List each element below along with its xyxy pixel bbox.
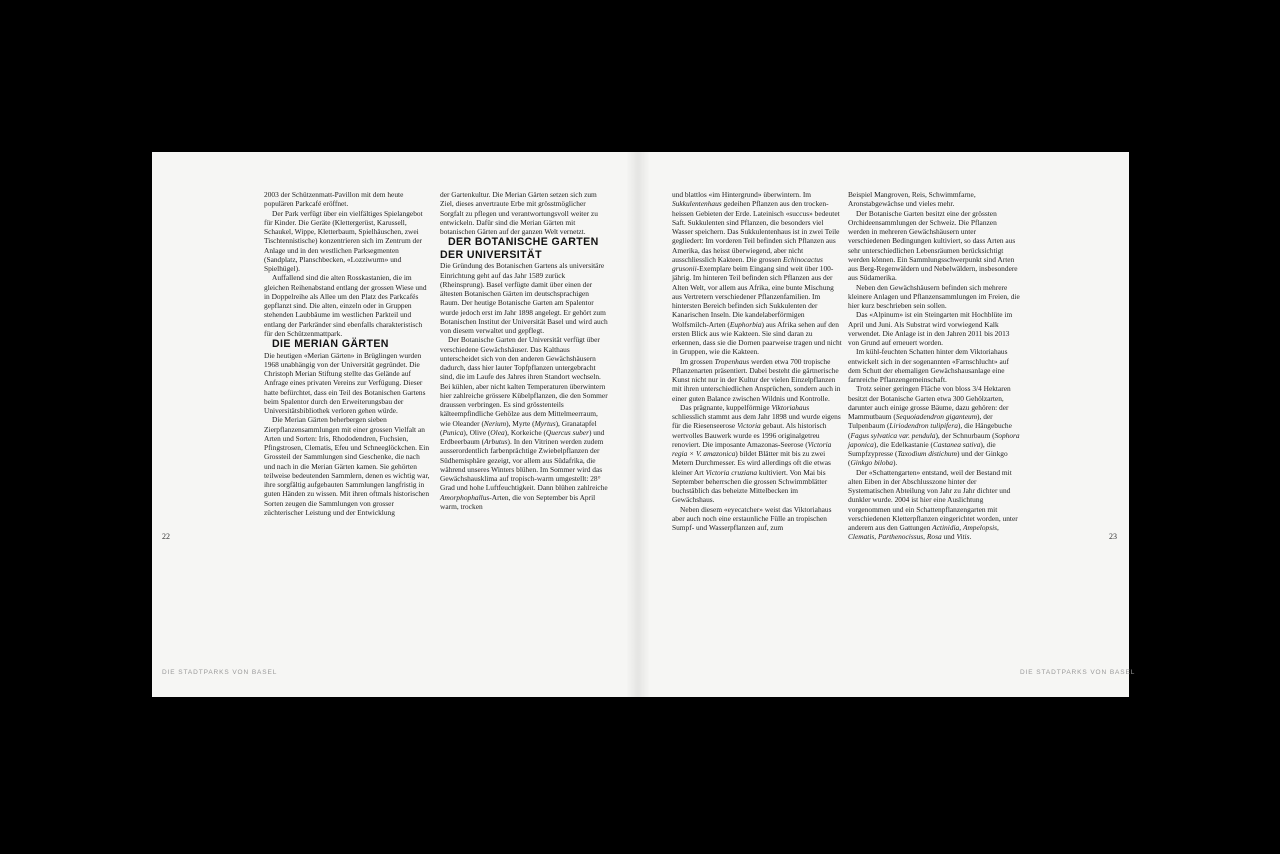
paragraph: Beispiel Mangroven, Reis, Schwimmfarne, Aronstabgewächse und vieles mehr.	[848, 190, 976, 209]
heading-merian-gaerten: DIE MERIAN GÄRTEN	[272, 338, 389, 350]
paragraph: Die Merian Gärten beherbergen sieben Zierpflanzensammlungen mit einer grossen Vielfalt an Arten und Sorten: Iris, Rhododendren, Fuchsien, Pfingstrosen, Clematis, Efeu und Schneeglöckchen. Ein Grossteil der Sammlungen sind Geschenke, die nach und nach in die Merian Gärten kamen. Sie gehörten teilweise bedeutenden Sammlern, denen es wichtig war, ihre sorgfältig aufgebauten Sammlungen langfristig in guten Händen zu wissen. Mit ihren oftmals historischen Sorten zeugen die Sammlungen von grosser züchterischer Leistung und der Entwicklung	[264, 415, 430, 517]
heading-botanischer-garten	[440, 236, 610, 261]
paragraph: Die heutigen «Merian Gärten» in Brüglingen wurden 1968 unabhängig von der Universität gegründet. Die Christoph Merian Stiftung stellte das Gelände auf Anfrage eines privaten Vereins zur Verfügung. Dieser hatte befürchtet, dass ein Teil des Botanischen Gartens beim Spalentor durch den Erweiterungsbau der Universitätsbibliothek verloren gehen würde.	[264, 350, 426, 415]
paragraph: Der «Schattengarten» entstand, weil der Bestand mit alten Eiben in der Abschlusszone hinter der Systematischen Abteilung von Jahr zu Jahr dichter und dunkler wurde. 2004 ist hier eine Auslichtung vorgenommen und ein Schattenpflanzengarten mit verschiedenen Kletterpflanzen eingerichtet worden, unter anderem aus den Gattungen Actinidia, Ampelopsis, Clematis, Parthenocissus, Rosa und Vitis.	[848, 467, 1018, 542]
heading-line: DER BOTANISCHE GARTEN	[448, 236, 599, 249]
paragraph: Im kühl-feuchten Schatten hinter dem Viktoriahaus entwickelt sich in der sogenannten «Farnschlucht» auf dem Schutt der ehemaligen Gewächshausanlage eine farnreiche Pflanzengemeinschaft.	[848, 347, 1009, 384]
running-footer-left: DIE STADTPARKS VON BASEL	[162, 669, 278, 676]
paragraph: der Gartenkultur. Die Merian Gärten setzen sich zum Ziel, dieses anvertraute Erbe mit grösstmöglicher Sorgfalt zu pflegen und verantwortungsvoll weiter zu entwickeln. Dafür sind die Merian Gärten mit botanischen Gärten auf der ganzen Welt vernetzt.	[440, 190, 598, 236]
paragraph: 2003 der Schützenmatt-Pavillon mit dem heute populären Parkcafé eröffnet.	[264, 190, 404, 209]
paragraph: Neben diesem «eyecatcher» weist das Viktoriahaus aber auch noch eine erstaunliche Fülle an tropischen Sumpf- und Wasserpflanzen auf, zum	[672, 504, 832, 532]
paragraph: Neben den Gewächshäusern befinden sich mehrere kleinere Anlagen und Pflanzensammlungen im Freien, die hier kurz beschrieben sein sollen.	[848, 282, 1020, 310]
right-column-1	[672, 190, 842, 532]
paragraph: Der Park verfügt über ein vielfältiges Spielangebot für Kinder. Die Geräte (Klettergerüst, Karussell, Schaukel, Wippe, Kletterbaum, Spielhäuschen, zwei Tischtennistische) konzentrieren sich im Zentrum der Anlage und in den westlichen Parksegmenten (Sandplatz, Planschbecken, «Lozziwurm» und Spielhügel).	[264, 208, 423, 273]
paragraph: Die Gründung des Botanischen Gartens als universitäre Einrichtung geht auf das Jahr 1589 zurück (Rheinsprung). Basel verfügte damit über einen der ältesten Botanischen Gärten im deutschsprachigen Raum. Der heutige Botanische Garten am Spalentor wurde jedoch erst im Jahr 1898 angelegt. Er gehört zum Botanischen Institut der Universität Basel und wird auch von diesem verwaltet und gepflegt.	[440, 261, 608, 335]
page-number-left: 22	[162, 532, 170, 541]
book-gutter	[626, 152, 650, 697]
page-number-right: 23	[1109, 532, 1117, 541]
paragraph: Im grossen Tropenhaus werden etwa 700 tropische Pflanzenarten präsentiert. Dabei besteht die gärtnerische Kunst nicht nur in der Kultur der vielen Einzelpflanzen mit ihren unterschiedlichen Ansprüchen, sondern auch in einer guten Balance zwischen Wildnis und Kontrolle.	[672, 356, 841, 403]
paragraph: Trotz seiner geringen Fläche von bloss 3/4 Hektaren besitzt der Botanische Garten etwa 300 Gehölzarten, darunter auch einige grosse Bäume, dazu gehören: der Mammutbaum (Sequoiadendron giganteum), der Tulpenbaum (Liriodendron tulipifera), die Hängebuche (Fagus sylvatica var. pendula), der Schnurbaum (Sophora japonica), die Edelkastanie (Castanea sativa), die Sumpfzypresse (Taxodium distichum) und der Ginkgo (Ginkgo biloba).	[848, 384, 1020, 468]
left-column-1	[264, 190, 432, 517]
paragraph: und blattlos «im Hintergrund» überwintern. Im Sukkulentenhaus gedeihen Pflanzen aus den trocken-heissen Gebieten der Erde. Lateinisch «succus» bedeutet Saft. Sukkulenten sind Pflanzen, die besonders viel Wasser speichern. Das Sukkulentenhaus ist in zwei Teile gegliedert: Im vorderen Teil befinden sich Pflanzen aus Amerika, das heisst überwiegend, aber nicht ausschliesslich Kakteen. Die grossen Echinocactus grusonii-Exemplare beim Eingang sind weit über 100-jährig. Im hinteren Teil befinden sich Pflanzen aus der Alten Welt, vor allem aus Afrika, eine bunte Mischung aus Vertretern verschiedener Pflanzenfamilien. Im hintersten Bereich befinden sich Sukkulenten der Kanarischen Inseln. Die kandelaberförmigen Wolfsmilch-Arten (Euphorbia) aus Afrika sehen auf den ersten Blick aus wie Kakteen. Sie sind daran zu erkennen, dass sie die Dornen paarweise tragen und nicht in Gruppen, wie die Kakteen.	[672, 190, 842, 357]
paragraph: Das «Alpinum» ist ein Steingarten mit Hochblüte im April und Juni. Als Substrat wird vorwiegend Kalk verwendet. Die Anlage ist in den Jahren 2011 bis 2013 von Grund auf erneuert worden.	[848, 310, 1013, 347]
heading-line: DER UNIVERSITÄT	[440, 248, 542, 261]
running-footer-right: DIE STADTPARKS VON BASEL	[1020, 669, 1136, 676]
paragraph: Der Botanische Garten der Universität verfügt über verschiedene Gewächshäuser. Das Kalthaus unterscheidet sich von den anderen Gewächshäusern dadurch, dass hier lauter Topfpflanzen untergebracht sind, die im Laufe des Jahres ihren Standort wechseln. Bei kühlen, aber nicht kalten Temperaturen überwintern hier zahlreiche grössere Kübelpflanzen, die den Sommer draussen verbringen. Es sind grösstenteils kälteempfindliche Gehölze aus dem Mittelmeerraum, wie Oleander (Nerium), Myrte (Myrtus), Granatapfel (Punica), Olive (Olea), Korkeiche (Quercus suber) und Erdbeerbaum (Arbutus). In den Vitrinen werden zudem ausserordentlich farbenprächtige Zwiebelpflanzen der Südhemisphäre gezeigt, vor allem aus Südafrika, die während unseres Winters blühen. Im Sommer wird das Gewächshausklima auf tropisch-warm umgestellt: 28° Grad und hohe Luftfeuchtigkeit. Dann blühen zahlreiche Amorphophallus-Arten, die von September bis April warm, trocken	[440, 335, 608, 511]
right-column-2	[848, 190, 1020, 542]
paragraph: Auffallend sind die alten Rosskastanien, die im gleichen Reihenabstand entlang der grossen Wiese und in Doppelreihe als Allee um den Platz des Parkcafés gepflanzt sind. Die alten, einzeln oder in Gruppen stehenden Laubbäume im westlichen Parkteil und entlang der Parkränder sind ebenfalls charakteristisch für den Schützenmattpark.	[264, 273, 427, 338]
paragraph: Der Botanische Garten besitzt eine der grössten Orchideensammlungen der Schweiz. Die Pflanzen werden in mehreren Gewächshäusern unter verschiedenen Bedingungen kultiviert, so dass Arten aus sehr unterschiedlichen Lebensräumen berücksichtigt werden können. Ein Sammlungsschwerpunkt sind Arten aus Berg-Regenwäldern und Nebelwäldern, insbesondere aus Südamerika.	[848, 208, 1018, 283]
paragraph: Das prägnante, kuppelförmige Viktoriahaus schliesslich stammt aus dem Jahr 1898 und wurde eigens für die Riesenseerose Victoria gebaut. Als historisch wertvolles Bauwerk wurde es 1996 originalgetreu renoviert. Die imposante Amazonas-Seerose (Victoria regia × V. amazonica) bildet Blätter mit bis zu zwei Metern Durchmesser. Es wird allerdings oft die etwas kleiner Art Victoria cruziana kultiviert. Von Mai bis September beherrschen die grossen Schwimmblätter buchstäblich das beheizte Mittelbecken im Gewächshaus.	[672, 402, 841, 505]
left-column-2	[440, 190, 610, 511]
